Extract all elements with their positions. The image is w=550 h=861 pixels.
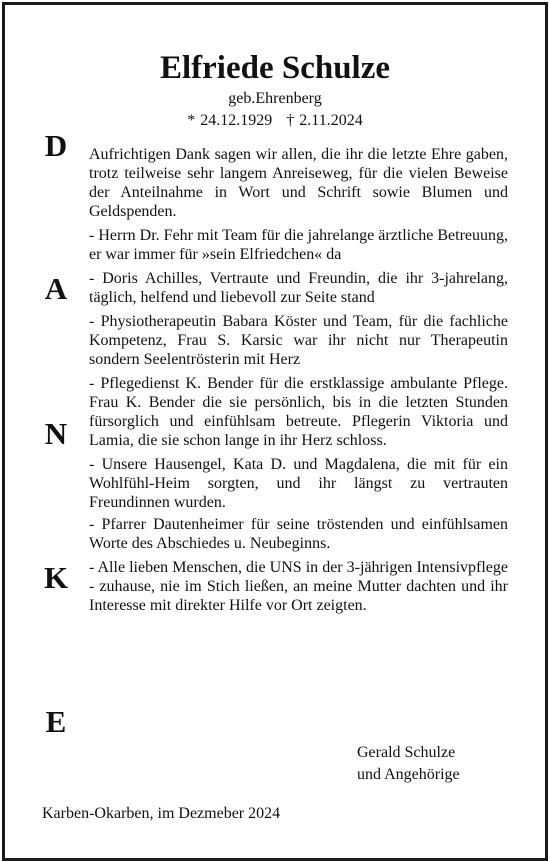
- thanks-item: - Herrn Dr. Fehr mit Team für die jahrelange ärztliche Betreuung, er war immer für »sein Elfriedchen« da: [89, 227, 508, 263]
- signature-name: Gerald Schulze: [357, 744, 456, 761]
- side-letter-n: N: [44, 416, 68, 451]
- thanks-item: - Physiotherapeutin Babara Köster und Team, für die fachliche Kompetenz, Frau S. Karsic war ihr nicht nur Therapeutin sondern Seelentrösterin mit Herz: [89, 313, 508, 368]
- thanks-item: - Unsere Hausengel, Kata D. und Magdalena, die mit für ein Wohlfühl-Heim sorgten, und ihr längst zu vertrauten Freundinnen wurden.: [89, 456, 508, 511]
- birth-name: geb.Ehrenberg: [228, 90, 322, 107]
- thanks-item: - Alle lieben Menschen, die UNS in der 3-jährigen Intensivpflege - zuhause, nie im Stich ließen, an meine Mutter dachten und ihr Interesse mit direkter Hilfe vor Ort zeigten.: [89, 559, 508, 614]
- thanks-item: - Doris Achilles, Vertraute und Freundin, die ihr 3-jahrelang, täglich, helfend und liebevoll zur Seite stand: [89, 270, 508, 306]
- intro-paragraph: Aufrichtigen Dank sagen wir allen, die ihr die letzte Ehre gaben, trotz teilweise sehr langem Anreiseweg, für die vielen Beweise der Anteilnahme in Wort und Schrift sowie Blumen und Geldspenden.: [89, 146, 508, 220]
- signature-relatives: und Angehörige: [357, 766, 460, 783]
- place-and-date: Karben-Okarben, im Dezmeber 2024: [42, 805, 281, 822]
- thank-you-text: [89, 145, 508, 615]
- side-letter-k: K: [43, 560, 69, 595]
- deceased-name: Elfriede Schulze: [159, 50, 391, 86]
- side-letter-a: A: [44, 271, 68, 306]
- life-dates: [0, 111, 550, 131]
- side-letter-e: E: [45, 704, 67, 739]
- death-date: † 2.11.2024: [286, 112, 363, 129]
- signature: [357, 742, 460, 786]
- birth-date: * 24.12.1929: [187, 112, 273, 129]
- thanks-item: - Pfarrer Dautenheimer für seine tröstenden und einfühlsamen Worte des Abschiedes u. Neubeginns.: [89, 516, 508, 552]
- side-letter-d: D: [44, 128, 68, 163]
- thanks-item: - Pflegedienst K. Bender für die erstklassige ambulante Pflege. Frau K. Bender die sie persönlich, bis in die letzten Stunden fürsorglich und einfühlsam betreute. Pflegerin Viktoria und Lamia, die sie schon lange in ihr Herz schloss.: [89, 375, 508, 449]
